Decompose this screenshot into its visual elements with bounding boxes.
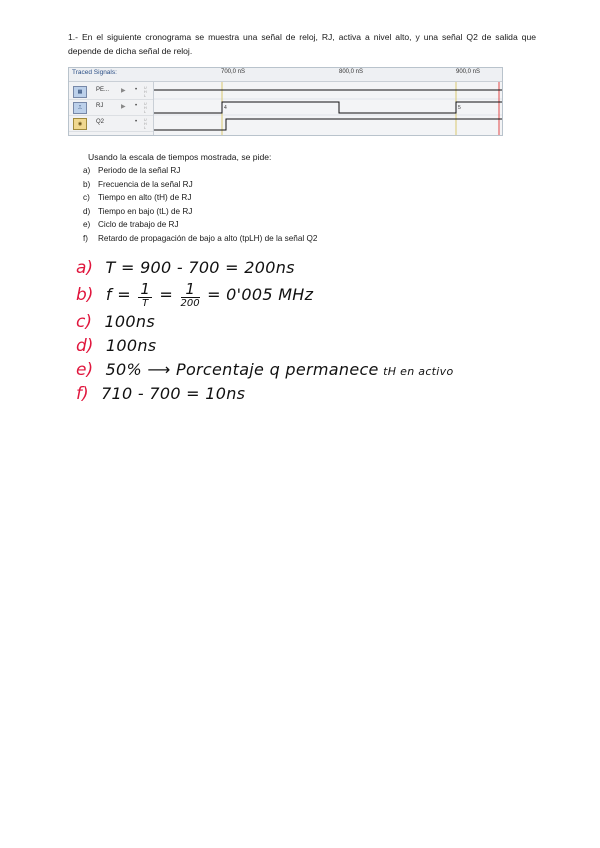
question-text: Tiempo en bajo (tL) de RJ (98, 206, 193, 216)
signal-name: PE... (96, 87, 110, 93)
signal-name: Q2 (96, 119, 105, 125)
bullet-icon: • (135, 87, 138, 93)
bus-icon: ▦ (73, 86, 87, 98)
question-text: Ciclo de trabajo de RJ (98, 220, 179, 230)
fraction-denominator: T (142, 298, 149, 309)
level-label: H (144, 90, 147, 94)
answer-text: T = 900 - 700 = 200ns (105, 258, 295, 277)
signal-name-column (69, 82, 154, 135)
time-tick-700: 700,0 nS (221, 69, 246, 75)
marker-label-5: 5 (458, 105, 461, 111)
answer-text: tH en activo (383, 365, 454, 378)
bullet-icon: • (135, 103, 138, 109)
waveform-q2 (154, 119, 502, 130)
waveform-area[interactable] (154, 82, 502, 135)
fraction-denominator: 200 (180, 298, 200, 309)
level-label: H (144, 122, 147, 126)
answer-a (76, 258, 546, 282)
fraction-numerator: 1 (181, 282, 200, 298)
answer-label: c) (76, 312, 92, 332)
marker-label-4: 4 (224, 105, 227, 111)
answer-d (76, 336, 546, 360)
exercise-statement: 1.- En el siguiente cronograma se muestra una señal de reloj, RJ, activa a nivel alto, y una señal Q2 de salida que depende de dicha señal de reloj. (68, 32, 536, 56)
question-letter: e) (83, 220, 91, 230)
level-label: L (144, 126, 146, 130)
answer-text: = (159, 285, 174, 305)
answer-e (76, 360, 546, 384)
fraction (181, 282, 200, 310)
question-letter: b) (83, 179, 91, 189)
traced-signals-title: Traced Signals: (72, 69, 117, 76)
signal-row-pe[interactable] (69, 84, 153, 100)
level-label: L (144, 110, 146, 114)
bullet-icon: • (135, 119, 138, 125)
waveform-rj (154, 102, 502, 113)
level-label: U (144, 86, 147, 90)
simulator-panel (68, 67, 503, 136)
answer-text: 50% ⟶ Porcentaje q permanece (105, 360, 379, 379)
level-label: U (144, 102, 147, 106)
fraction-numerator: 1 (140, 280, 150, 298)
question-letter: f) (83, 233, 89, 243)
question-letter: c) (83, 193, 90, 203)
level-label: U (144, 118, 147, 122)
answer-label: a) (76, 258, 94, 278)
question-text: Retardo de propagación de bajo a alto (tpLH) de la señal Q2 (98, 233, 318, 243)
signal-row-rj[interactable] (69, 100, 153, 116)
clock-icon: ⎍ (73, 102, 87, 114)
question-letter: a) (83, 166, 91, 175)
answer-b (76, 282, 546, 312)
answer-label: e) (76, 360, 94, 380)
answer-text: 100ns (104, 312, 155, 331)
answer-text: 710 - 700 = 10ns (101, 384, 246, 403)
handwritten-answers (76, 258, 546, 408)
answer-label: b) (76, 285, 94, 306)
signal-name: RJ (96, 103, 104, 109)
level-label: L (144, 94, 146, 98)
question-text: Tiempo en alto (tH) de RJ (98, 193, 192, 203)
answer-text: f = (105, 285, 131, 305)
output-icon: ◉ (73, 118, 87, 130)
fraction (138, 282, 152, 310)
answer-label: f) (76, 384, 89, 404)
signal-row-q2[interactable] (69, 116, 153, 132)
expand-arrow-icon[interactable]: ▶ (121, 88, 126, 94)
answer-text: = 0'005 MHz (207, 285, 314, 305)
time-tick-800: 800,0 nS (339, 69, 364, 75)
expand-arrow-icon[interactable]: ▶ (121, 104, 126, 110)
answer-c (76, 312, 546, 336)
answer-label: d) (76, 336, 94, 356)
answer-f (76, 384, 546, 408)
question-letter: d) (83, 206, 91, 216)
question-text: Frecuencia de la señal RJ (98, 179, 193, 189)
time-tick-900: 900,0 nS (456, 69, 481, 75)
simulator-header (69, 68, 502, 82)
answer-text: 100ns (105, 336, 157, 355)
questions-prompt: Usando la escala de tiempos mostrada, se pide: (88, 152, 272, 162)
question-text: Periodo de la señal RJ (98, 166, 181, 175)
level-label: H (144, 106, 147, 110)
